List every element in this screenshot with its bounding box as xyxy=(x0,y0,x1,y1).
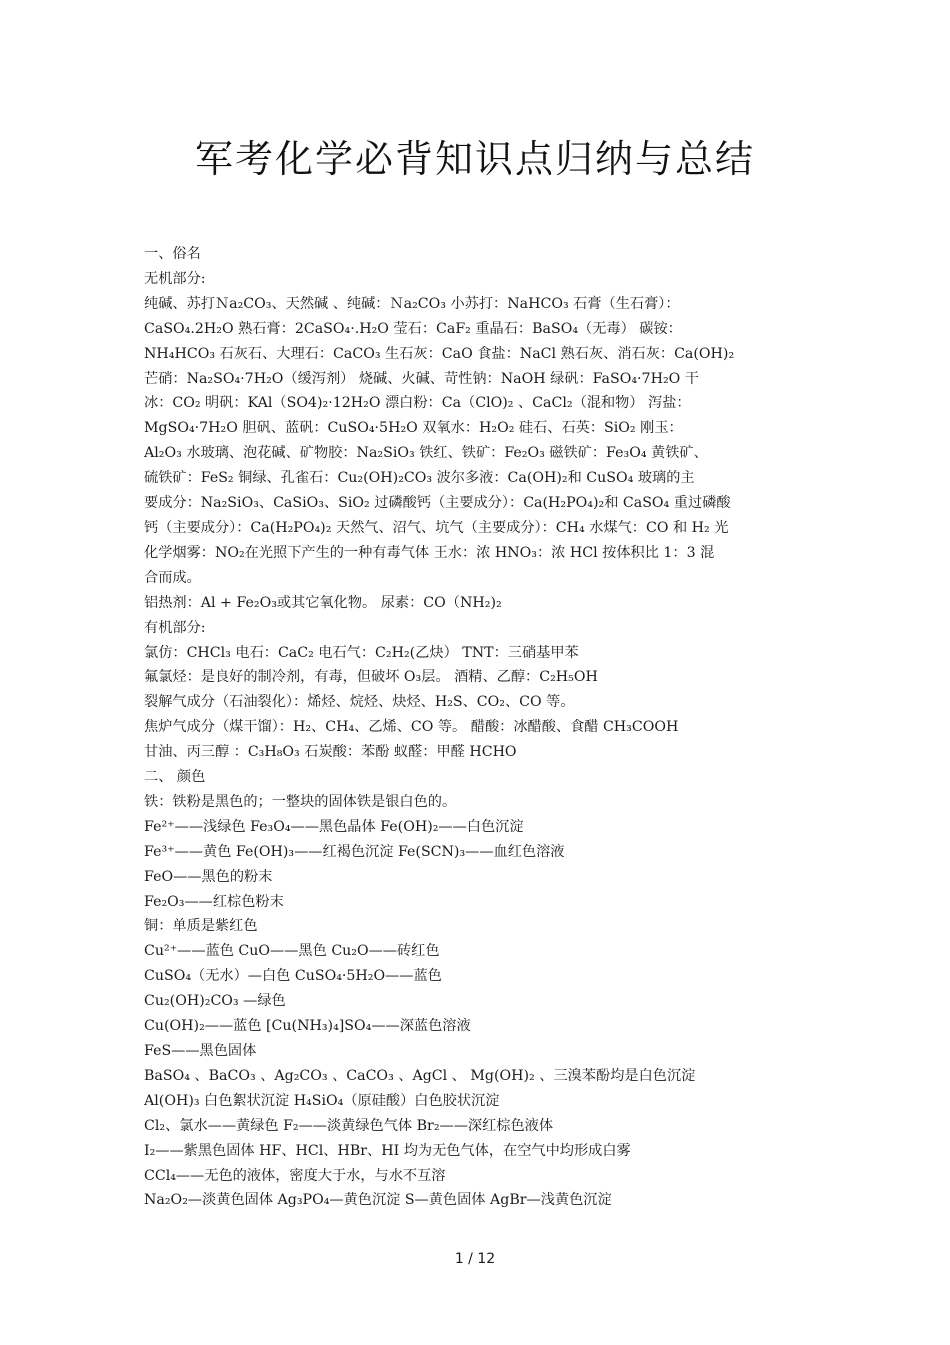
text-line: Cl₂、氯水——黄绿色 F₂——淡黄绿色气体 Br₂——深红棕色液体 xyxy=(144,1117,554,1134)
text-line: 要成分：Na₂SiO₃、CaSiO₃、SiO₂ 过磷酸钙（主要成分）：Ca(H₂PO₄)₂和 CaSO₄ 重过磷酸 xyxy=(144,495,731,512)
text-line: Cu₂(OH)₂CO₃ —绿色 xyxy=(144,993,286,1010)
text-line: Fe³⁺——黄色 Fe(OH)₃——红褐色沉淀 Fe(SCN)₃——血红色溶液 xyxy=(144,843,565,860)
text-line: 甘油、丙三醇 ：C₃H₈O₃ 石炭酸：苯酚 蚁醛：甲醛 HCHO xyxy=(144,744,517,761)
text-line: Na₂O₂—淡黄色固体 Ag₃PO₄—黄色沉淀 S—黄色固体 AgBr—浅黄色沉淀 xyxy=(144,1192,612,1209)
text-line: 化学烟雾：NO₂在光照下产生的一种有毒气体 王水：浓 HNO₃：浓 HCl 按体积比 1：3 混 xyxy=(144,544,715,561)
text-line: Al₂O₃ 水玻璃、泡花碱、矿物胶：Na₂SiO₃ 铁红、铁矿：Fe₂O₃ 磁铁矿：Fe₃O₄ 黄铁矿、 xyxy=(144,445,708,462)
text-line: 氟氯烃：是良好的制冷剂，有毒，但破坏 O₃层。 酒精、乙醇：C₂H₅OH xyxy=(144,669,598,686)
text-line: CCl₄——无色的液体，密度大于水，与水不互溶 xyxy=(144,1167,446,1184)
text-line: 钙（主要成分）：Ca(H₂PO₄)₂ 天然气、沼气、坑气（主要成分）：CH₄ 水煤气：CO 和 H₂ 光 xyxy=(144,519,729,536)
text-line: 冰：CO₂ 明矾：KAl（SO4)₂·12H₂O 漂白粉：Ca（ClO)₂ 、CaCl₂（混和物） 泻盐： xyxy=(144,395,691,412)
text-line: FeO——黑色的粉末 xyxy=(144,868,273,885)
page-number: 1 / 12 xyxy=(454,1251,496,1267)
text-line: 铁：铁粉是黑色的；一整块的固体铁是银白色的。 xyxy=(144,793,457,810)
text-line: 氯仿：CHCl₃ 电石：CaC₂ 电石气：C₂H₂(乙炔） TNT：三硝基甲苯 xyxy=(144,644,579,661)
text-line: Fe₂O₃——红棕色粉末 xyxy=(144,893,284,910)
text-line: 硫铁矿：FeS₂ 铜绿、孔雀石：Cu₂(OH)₂CO₃ 波尔多液：Ca(OH)₂和 CuSO₄ 玻璃的主 xyxy=(144,470,695,487)
text-line: 裂解气成分（石油裂化）：烯烃、烷烃、炔烃、H₂S、CO₂、CO 等。 xyxy=(144,694,575,711)
text-line: 二、 颜色 xyxy=(144,769,206,786)
text-line: 合而成。 xyxy=(144,569,201,586)
text-line: BaSO₄ 、BaCO₃ 、Ag₂CO₃ 、CaCO₃ 、AgCl 、 Mg(OH)₂ 、三溴苯酚均是白色沉淀 xyxy=(144,1067,696,1084)
text-line: 焦炉气成分（煤干馏）：H₂、CH₄、乙烯、CO 等。 醋酸：冰醋酸、食醋 CH₃COOH xyxy=(144,719,679,736)
text-line: FeS——黑色固体 xyxy=(144,1043,257,1059)
text-line: Cu(OH)₂——蓝色 [Cu(NH₃)₄]SO₄——深蓝色溶液 xyxy=(144,1018,471,1035)
text-line: 芒硝：Na₂SO₄·7H₂O（缓泻剂） 烧碱、火碱、苛性钠：NaOH 绿矾：FaSO₄·7H₂O 干 xyxy=(144,370,699,387)
text-line: 一、俗名 xyxy=(144,246,201,262)
text-line: 铝热剂：Al + Fe₂O₃或其它氧化物。 尿素：CO（NH₂)₂ xyxy=(144,594,502,611)
text-line: Fe²⁺——浅绿色 Fe₃O₄——黑色晶体 Fe(OH)₂——白色沉淀 xyxy=(144,818,524,835)
text-line: 有机部分: xyxy=(144,619,206,636)
document-body xyxy=(144,242,810,1213)
text-line: CaSO₄.2H₂O 熟石膏：2CaSO₄·.H₂O 莹石：CaF₂ 重晶石：BaSO₄（无毒） 碳铵： xyxy=(144,320,682,337)
text-line: Cu²⁺——蓝色 CuO——黑色 Cu₂O——砖红色 xyxy=(144,943,440,960)
document-title: 军考化学必背知识点归纳与总结 xyxy=(194,137,755,181)
text-line: NH₄HCO₃ 石灰石、大理石：CaCO₃ 生石灰：CaO 食盐：NaCl 熟石灰、消石灰：Ca(OH)₂ xyxy=(144,345,735,362)
text-line: MgSO₄·7H₂O 胆矾、蓝矾：CuSO₄·5H₂O 双氧水：H₂O₂ 硅石、石英：SiO₂ 刚玉： xyxy=(144,420,683,437)
text-line: 铜：单质是紫红色 xyxy=(144,918,258,935)
text-line: 无机部分: xyxy=(144,270,206,287)
text-line: 纯碱、苏打Ｎa₂CO₃、天然碱 、纯碱：Ｎa₂CO₃ 小苏打：NaHCO₃ 石膏（生石膏）： xyxy=(144,295,680,312)
text-line: CuSO₄（无水）—白色 CuSO₄·5H₂O——蓝色 xyxy=(144,968,442,985)
text-line: Al(OH)₃ 白色絮状沉淀 H₄SiO₄（原硅酸）白色胶状沉淀 xyxy=(144,1092,500,1109)
text-line: I₂——紫黑色固体 HF、HCl、HBr、HI 均为无色气体，在空气中均形成白雾 xyxy=(144,1142,631,1159)
